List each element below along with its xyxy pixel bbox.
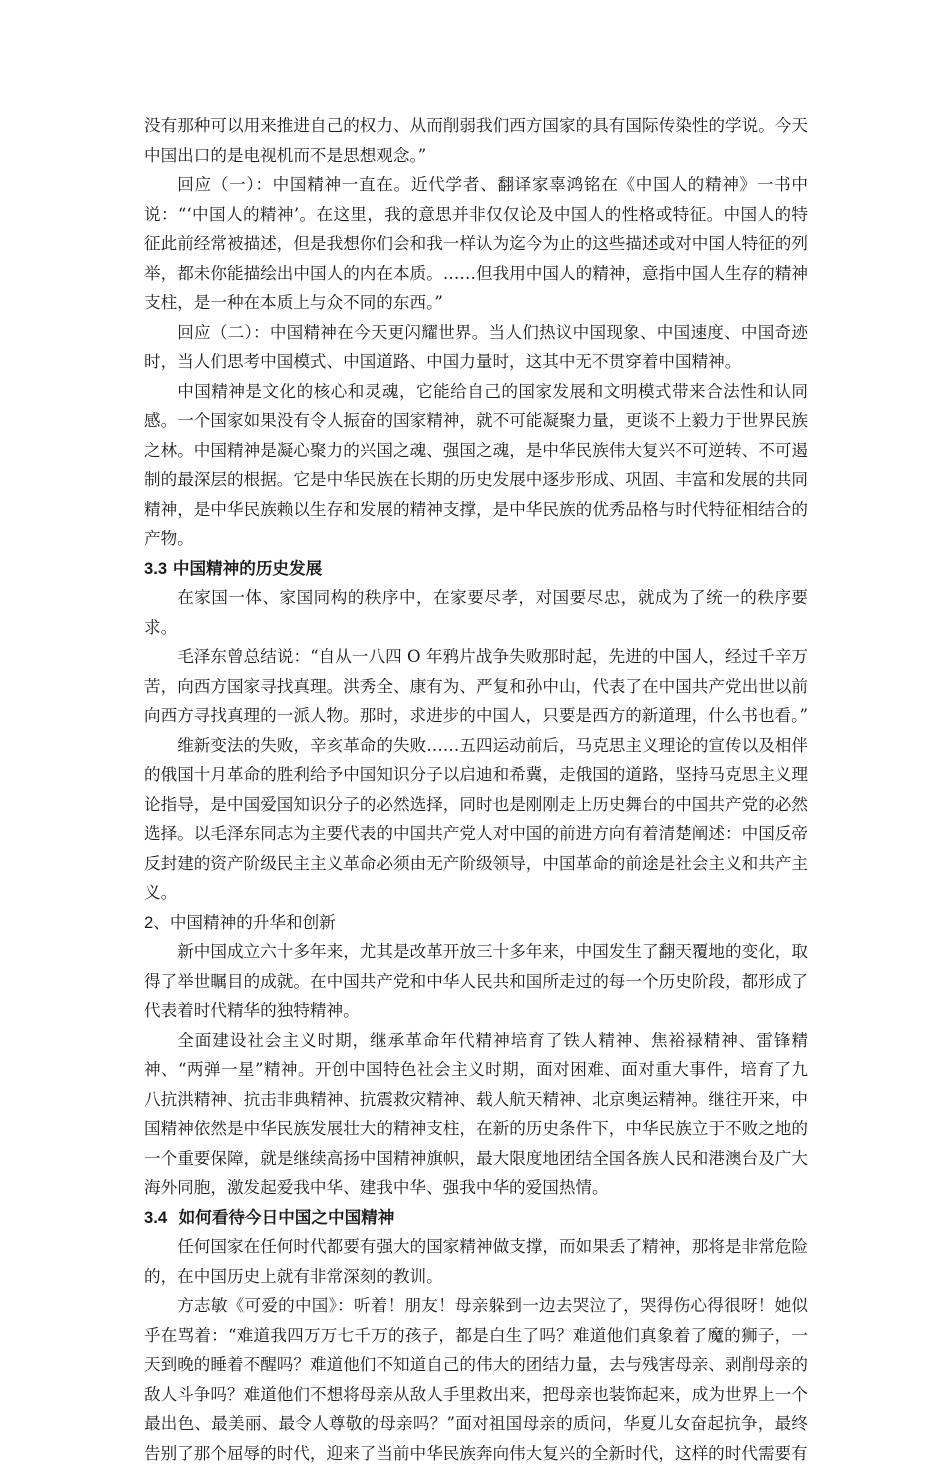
section-title: 如何看待今日中国之中国精神 [178, 1206, 395, 1227]
subsection-title: 、中国精神的升华和创新 [153, 912, 336, 932]
document-body [144, 111, 808, 1468]
paragraph: 回应（一）：中国精神一直在。近代学者、翻译家辜鸿铭在《中国人的精神》一书中说：“‘中国人的精神’。在这里，我的意思并非仅仅论及中国人的性格或特征。中国人的特征此前经常被描述，但是我想你们会和我一样认为迄今为止的这些描述或对中国人特征的列举，都未你能描绘出中国人的内在本质。……但我用中国人的精神，意指中国人生存的精神支柱，是一种在本质上与众不同的东西。” [144, 175, 808, 312]
paragraph: 没有那种可以用来推进自己的权力、从而削弱我们西方国家的具有国际传染性的学说。今天中国出口的是电视机而不是思想观念。” [144, 116, 808, 165]
section-title: 中国精神的历史发展 [172, 557, 323, 578]
paragraph: 维新变法的失败，辛亥革命的失败……五四运动前后，马克思主义理论的宣传以及相伴的俄国十月革命的胜利给予中国知识分子以启迪和希冀，走俄国的道路，坚持马克思主义理论指导，是中国爱国知识分子的必然选择，同时也是刚刚走上历史舞台的中国共产党的必然选择。以毛泽东同志为主要代表的中国共产党人对中国的前进方向有着清楚阐述：中国反帝反封建的资产阶级民主主义革命必须由无产阶级领导，中国革命的前途是社会主义和共产主义。 [144, 735, 808, 902]
section-number: 3.4 [144, 1207, 168, 1227]
subsection-heading-2 [144, 908, 808, 938]
paragraph: 毛泽东曾总结说：“自从一八四 O 年鸦片战争失败那时起，先进的中国人，经过千辛万苦，向西方国家寻找真理。洪秀全、康有为、严复和孙中山，代表了在中国共产党出世以前向西方寻找真理的一派人物。那时，求进步的中国人，只要是西方的新道理，什么书也看。” [144, 647, 808, 725]
paragraph: 在家国一体、家国同构的秩序中，在家要尽孝，对国要尽忠，就成为了统一的秩序要求。 [144, 588, 808, 637]
section-number: 3.3 [144, 558, 168, 578]
paragraph: 中国精神是文化的核心和灵魂，它能给自己的国家发展和文明模式带来合法性和认同感。一个国家如果没有令人振奋的国家精神，就不可能凝聚力量，更谈不上毅力于世界民族之林。中国精神是凝心聚力的兴国之魂、强国之魂，是中华民族伟大复兴不可逆转、不可遏制的最深层的根据。它是中华民族在长期的历史发展中逐步形成、巩固、丰富和发展的共同精神，是中华民族赖以生存和发展的精神支撑，是中华民族的优秀品格与时代特征相结合的产物。 [144, 381, 808, 548]
paragraph: 全面建设社会主义时期，继承革命年代精神培育了铁人精神、焦裕禄精神、雷锋精神、“两弹一星”精神。开创中国特色社会主义时期，面对困难、面对重大事件，培育了九八抗洪精神、抗击非典精神、抗震救灾精神、载人航天精神、北京奥运精神。继往开来，中国精神依然是中华民族发展壮大的精神支柱，在新的历史条件下，中华民族立于不败之地的一个重要保障，就是继续高扬中国精神旗帜，最大限度地团结全国各族人民和港澳台及广大海外同胞，激发起爱我中华、建我中华、强我中华的爱国热情。 [144, 1030, 808, 1197]
section-heading-3-4 [144, 1203, 808, 1233]
paragraph: 回应（二）：中国精神在今天更闪耀世界。当人们热议中国现象、中国速度、中国奇迹时，当人们思考中国模式、中国道路、中国力量时，这其中无不贯穿着中国精神。 [144, 322, 808, 371]
paragraph: 任何国家在任何时代都要有强大的国家精神做支撑，而如果丢了精神，那将是非常危险的，在中国历史上就有非常深刻的教训。 [144, 1237, 808, 1286]
subsection-number: 2 [144, 912, 154, 932]
section-heading-3-3 [144, 554, 808, 584]
paragraph: 新中国成立六十多年来，尤其是改革开放三十多年来，中国发生了翻天覆地的变化，取得了举世瞩目的成就。在中国共产党和中华人民共和国所走过的每一个历史阶段，都形成了代表着时代精华的独特精神。 [144, 942, 808, 1020]
paragraph: 方志敏《可爱的中国》：听着！朋友！母亲躲到一边去哭泣了，哭得伤心得很呀！她似乎在骂着：“难道我四万万七千万的孩子，都是白生了吗？难道他们真象着了魔的狮子，一天到晚的睡着不醒吗？难道他们不知道自己的伟大的团结力量，去与残害母亲、剥削母亲的敌人斗争吗？难道他们不想将母亲从敌人手里救出来，把母亲也装饰起来，成为世界上一个最出色、最美丽、最令人尊敬的母亲吗？”面对祖国母亲的质问，华夏儿女奋起抗争，最终告别了那个屈辱的时代，迎来了当前中华民族奔向伟大复兴的全新时代，这样的时代需要有 [144, 1296, 808, 1463]
